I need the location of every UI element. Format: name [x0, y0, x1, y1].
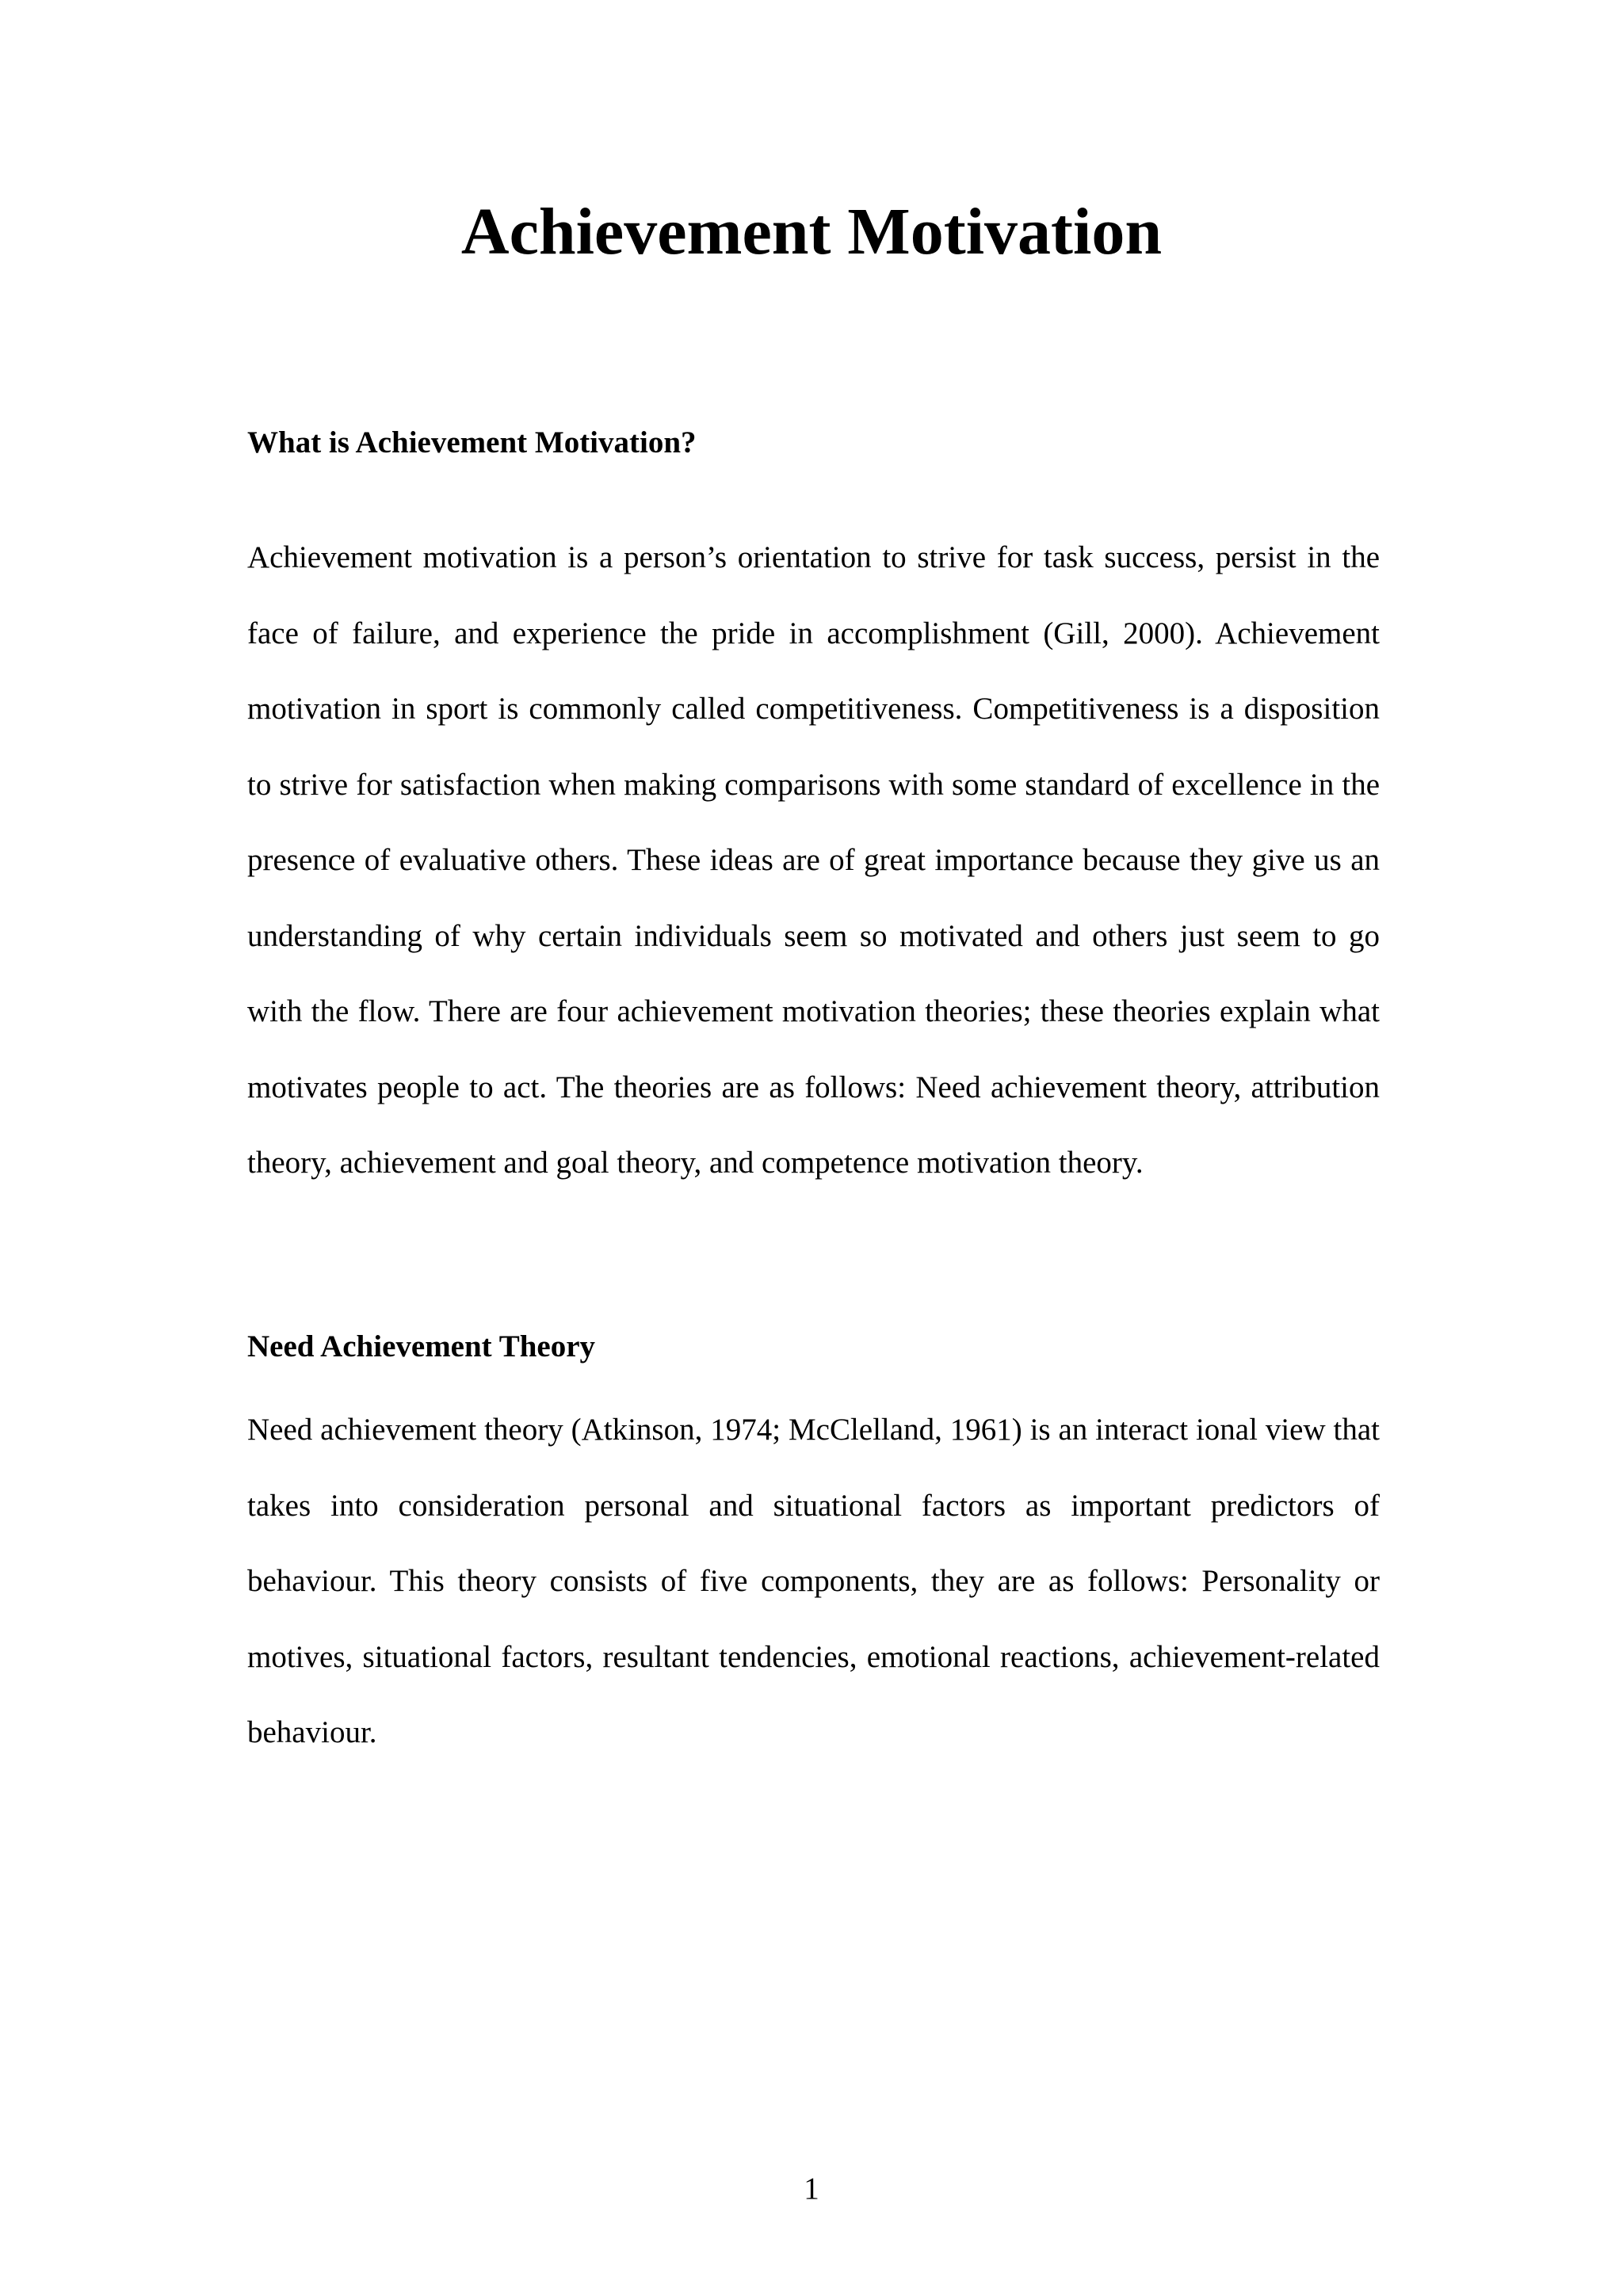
- section-paragraph-need-achievement-theory: Need achievement theory (Atkinson, 1974; McClelland, 1961) is an interact ional view that takes into consideration personal and situational factors as important predictors of behaviour. This theory consists of five components, they are as follows: Personality or motives, situational factors, resultant tendencies, emotional reactions, achievement-related behaviour.: [247, 1413, 1380, 1749]
- document-title: Achievement Motivation: [460, 195, 1163, 269]
- page-number: 1: [804, 2172, 819, 2206]
- section-heading-what-is-achievement-motivation: What is Achievement Motivation?: [247, 425, 697, 460]
- section-paragraph-what-is-achievement-motivation: Achievement motivation is a person’s orientation to strive for task success, persist in the face of failure, and experience the pride in accomplishment (Gill, 2000). Achievement motivation in sport is commonly called competitiveness. Competitiveness is a disposition to strive for satisfaction when making comparisons with some standard of excellence in the presence of evaluative others. These ideas are of great importance because they give us an understanding of why certain individuals seem so motivated and others just seem to go with the flow. There are four achievement motivation theories; these theories explain what motivates people to act. The theories are as follows: Need achievement theory, attribution theory, achievement and goal theory, and competence motivation theory.: [247, 540, 1380, 1180]
- section-heading-need-achievement-theory: Need Achievement Theory: [247, 1329, 596, 1363]
